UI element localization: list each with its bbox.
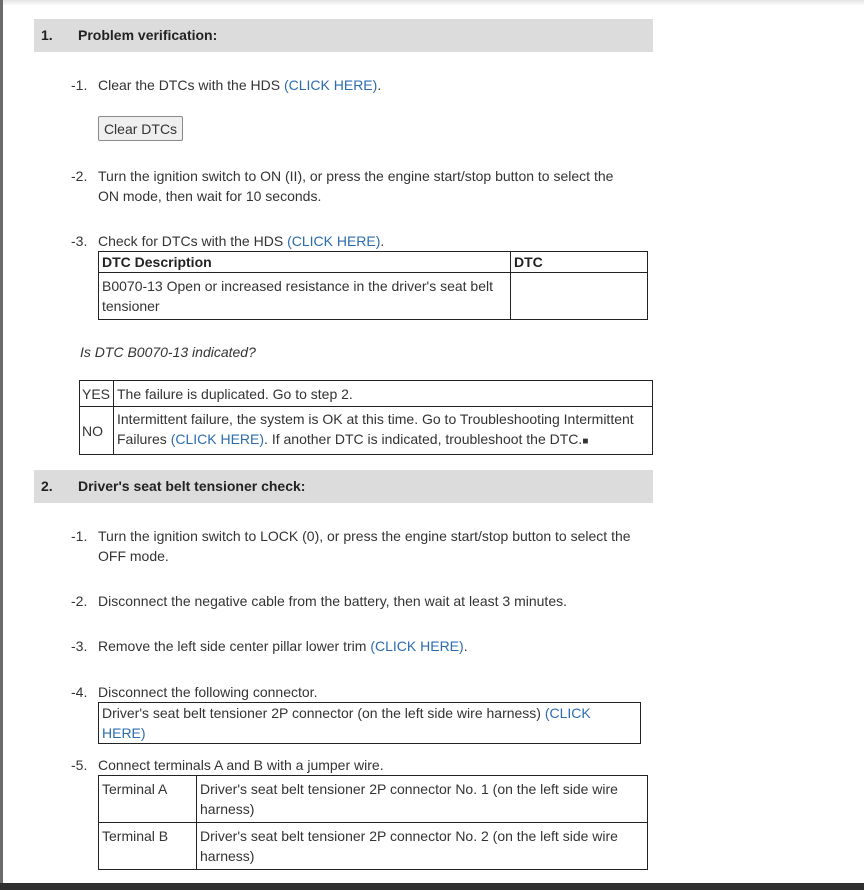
substep-text: Disconnect the negative cable from the battery, then wait at least 3 minutes. <box>98 593 567 609</box>
substep-number: -4. <box>71 684 88 700</box>
substep-number: -5. <box>71 757 88 773</box>
clear-dtcs-button[interactable]: Clear DTCs <box>98 116 183 141</box>
connector-cell: Driver's seat belt tensioner 2P connector (on the left side wire harness) (CLICK HERE) <box>99 703 641 744</box>
substep-text: Disconnect the following connector. <box>98 684 318 700</box>
bottom-bar <box>0 883 864 890</box>
substep-text: Turn the ignition switch to LOCK (0), or press the engine start/stop button to select the OFF mode. <box>98 528 631 564</box>
substep-text: Connect terminals A and B with a jumper wire. <box>98 757 384 773</box>
click-here-link[interactable]: (CLICK HERE) <box>170 431 265 447</box>
table-row <box>99 776 648 823</box>
top-shadow <box>3 0 864 6</box>
connector-table <box>98 702 641 744</box>
substep-text: Check for DTCs with the HDS (CLICK HERE). <box>98 233 385 249</box>
substep-number: -3. <box>71 233 88 249</box>
table-row <box>99 703 641 744</box>
step-title: Driver's seat belt tensioner check: <box>78 478 306 494</box>
table-row <box>99 273 648 320</box>
dtc-code-cell <box>511 273 648 320</box>
window-left-border <box>0 0 3 890</box>
table-row <box>99 823 648 870</box>
substep-text: Clear the DTCs with the HDS (CLICK HERE). <box>98 77 382 93</box>
terminal-table <box>98 775 648 870</box>
answer-no-row <box>80 407 653 455</box>
dtc-description-header: DTC Description <box>99 252 511 273</box>
answer-yes-row <box>80 381 653 407</box>
step-1-header <box>34 19 653 52</box>
click-here-link[interactable]: (CLICK HERE) <box>102 705 591 741</box>
step-2-header <box>34 470 653 503</box>
substep-text: Remove the left side center pillar lower trim (CLICK HERE). <box>98 638 468 654</box>
no-text: Intermittent failure, the system is OK at this time. Go to Troubleshooting Intermittent Failures (CLICK HERE). If another DTC is indicated, troubleshoot the DTC.■ <box>114 407 653 455</box>
click-here-link[interactable]: (CLICK HERE) <box>370 638 464 654</box>
dtc-description-cell: B0070-13 Open or increased resistance in the driver's seat belt tensioner <box>99 273 511 320</box>
substep-number: -2. <box>71 168 88 184</box>
terminal-label: Terminal B <box>99 823 197 870</box>
terminal-description: Driver's seat belt tensioner 2P connector No. 2 (on the left side wire harness) <box>197 823 648 870</box>
terminal-description: Driver's seat belt tensioner 2P connector No. 1 (on the left side wire harness) <box>197 776 648 823</box>
substep-number: -3. <box>71 638 88 654</box>
substep-number: -2. <box>71 593 88 609</box>
click-here-link[interactable]: (CLICK HERE) <box>283 77 378 93</box>
answer-table <box>79 380 653 455</box>
question-text: Is DTC B0070-13 indicated? <box>80 344 256 360</box>
yes-label: YES <box>80 381 114 407</box>
click-here-link[interactable]: (CLICK HERE) <box>287 233 381 249</box>
substep-number: -1. <box>71 528 88 544</box>
end-square-icon: ■ <box>582 436 589 447</box>
step-title: Problem verification: <box>78 27 218 43</box>
yes-text: The failure is duplicated. Go to step 2. <box>114 381 653 407</box>
step-number: 2. <box>41 478 53 494</box>
terminal-label: Terminal A <box>99 776 197 823</box>
dtc-header: DTC <box>511 252 648 273</box>
substep-text: Turn the ignition switch to ON (II), or press the engine start/stop button to select the ON mode, then wait for 10 seconds. <box>98 168 614 204</box>
no-label: NO <box>80 407 114 455</box>
step-number: 1. <box>41 27 53 43</box>
substep-number: -1. <box>71 77 88 93</box>
dtc-table <box>98 251 648 320</box>
